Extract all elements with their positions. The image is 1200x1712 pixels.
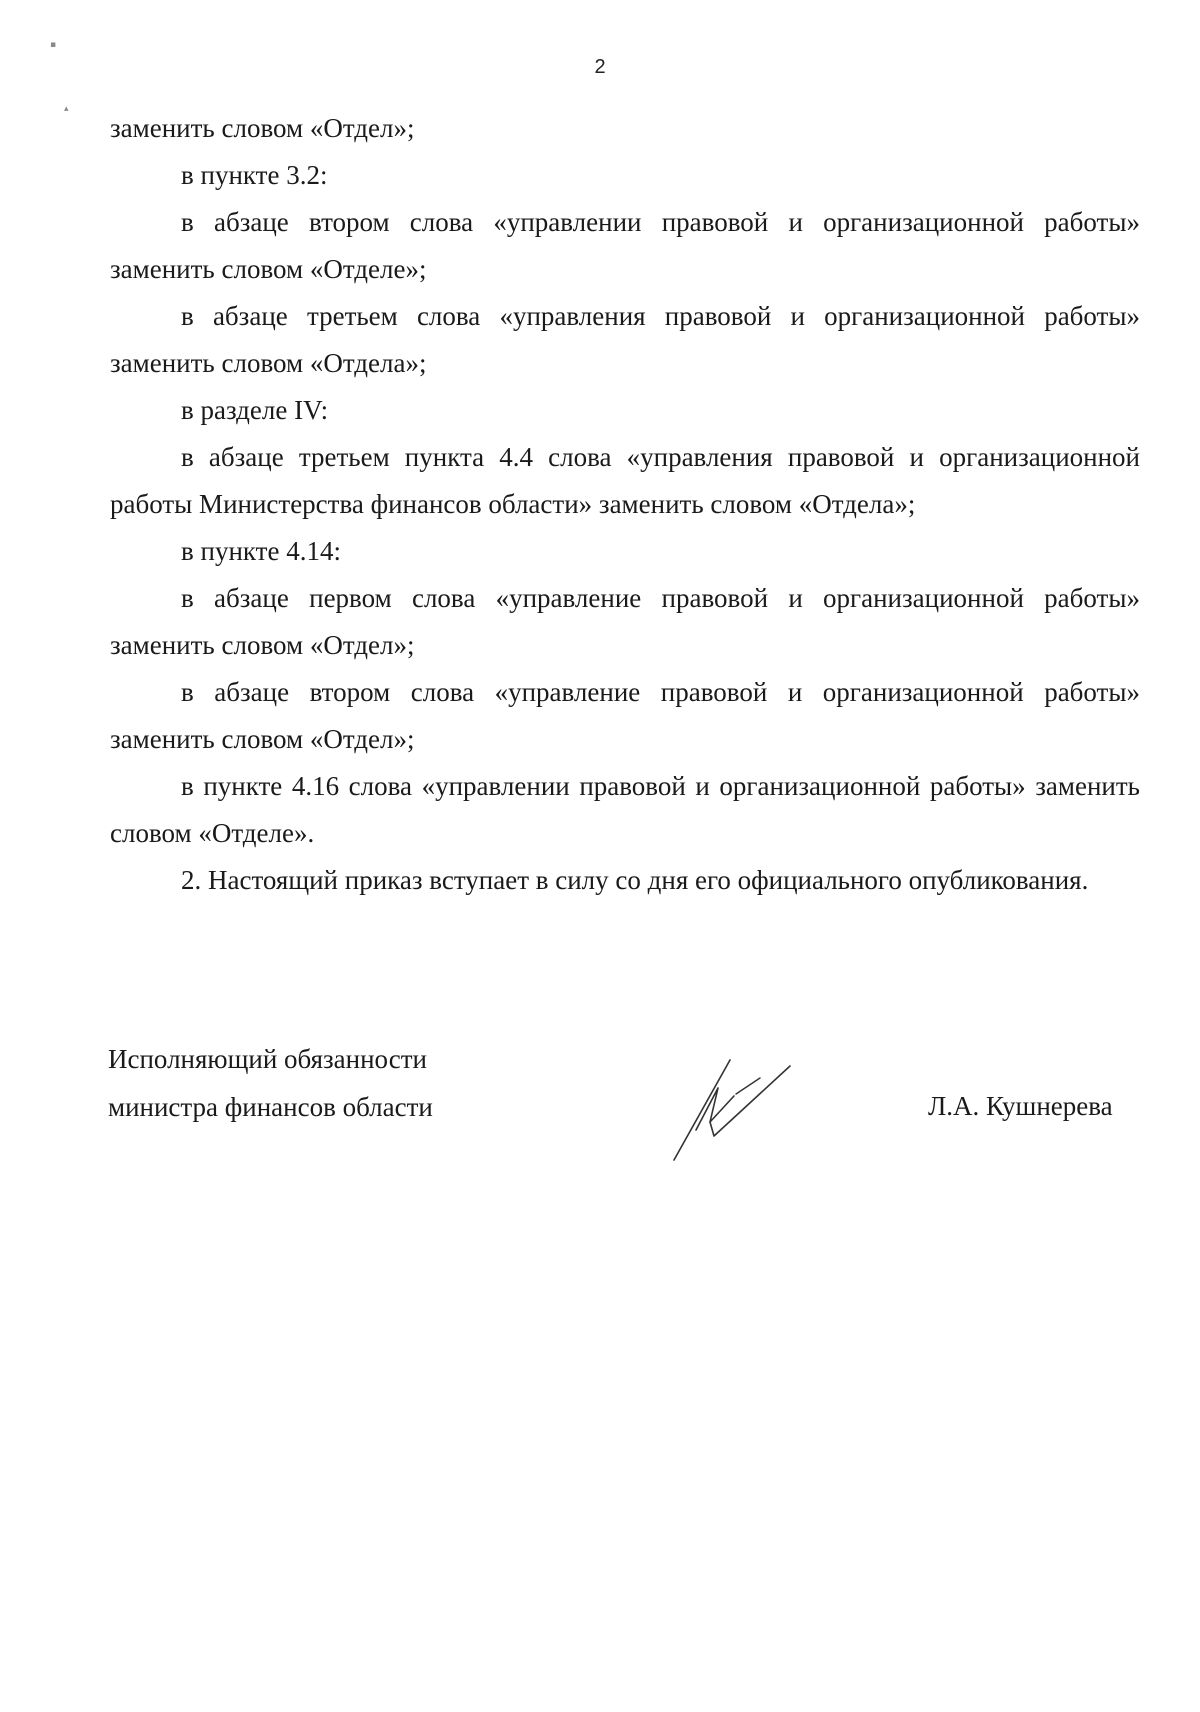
paragraph: в разделе IV: [181, 395, 329, 425]
paragraph: 2. Настоящий приказ вступает в силу со дня его официального опубликования. [181, 865, 1089, 895]
page-number: 2 [594, 56, 606, 78]
scan-artifact: ▪ [50, 40, 57, 50]
paragraph: заменить словом «Отдел»; [110, 113, 415, 143]
paragraph: в пункте 4.14: [181, 536, 341, 566]
paragraph: в абзаце втором слова «управлении правовой и организационной работы» заменить словом «Отделе»; [110, 207, 1140, 284]
paragraph: в абзаце втором слова «управление правовой и организационной работы» заменить словом «Отдел»; [110, 677, 1140, 754]
paragraph: в пункте 4.16 слова «управлении правовой и организационной работы» заменить словом «Отделе». [110, 771, 1140, 848]
paragraph: в абзаце первом слова «управление правовой и организационной работы» заменить словом «Отдел»; [110, 583, 1140, 660]
paragraph: в абзаце третьем слова «управления правовой и организационной работы» заменить словом «Отдела»; [110, 301, 1140, 378]
signatory-name: Л.А. Кушнерева [928, 1091, 1113, 1121]
signatory-position-line: министра финансов области [108, 1092, 433, 1122]
signatory-position [108, 1035, 433, 1131]
scan-artifact: ▴ [64, 104, 69, 114]
handwritten-signature [672, 1052, 832, 1162]
signatory-position-line: Исполняющий обязанности [108, 1044, 427, 1074]
paragraph: в абзаце третьем пункта 4.4 слова «управления правовой и организационной работы Министерства финансов области» заменить словом «Отдела»; [110, 442, 1140, 519]
paragraph: в пункте 3.2: [181, 160, 328, 190]
document-body [110, 105, 1140, 904]
